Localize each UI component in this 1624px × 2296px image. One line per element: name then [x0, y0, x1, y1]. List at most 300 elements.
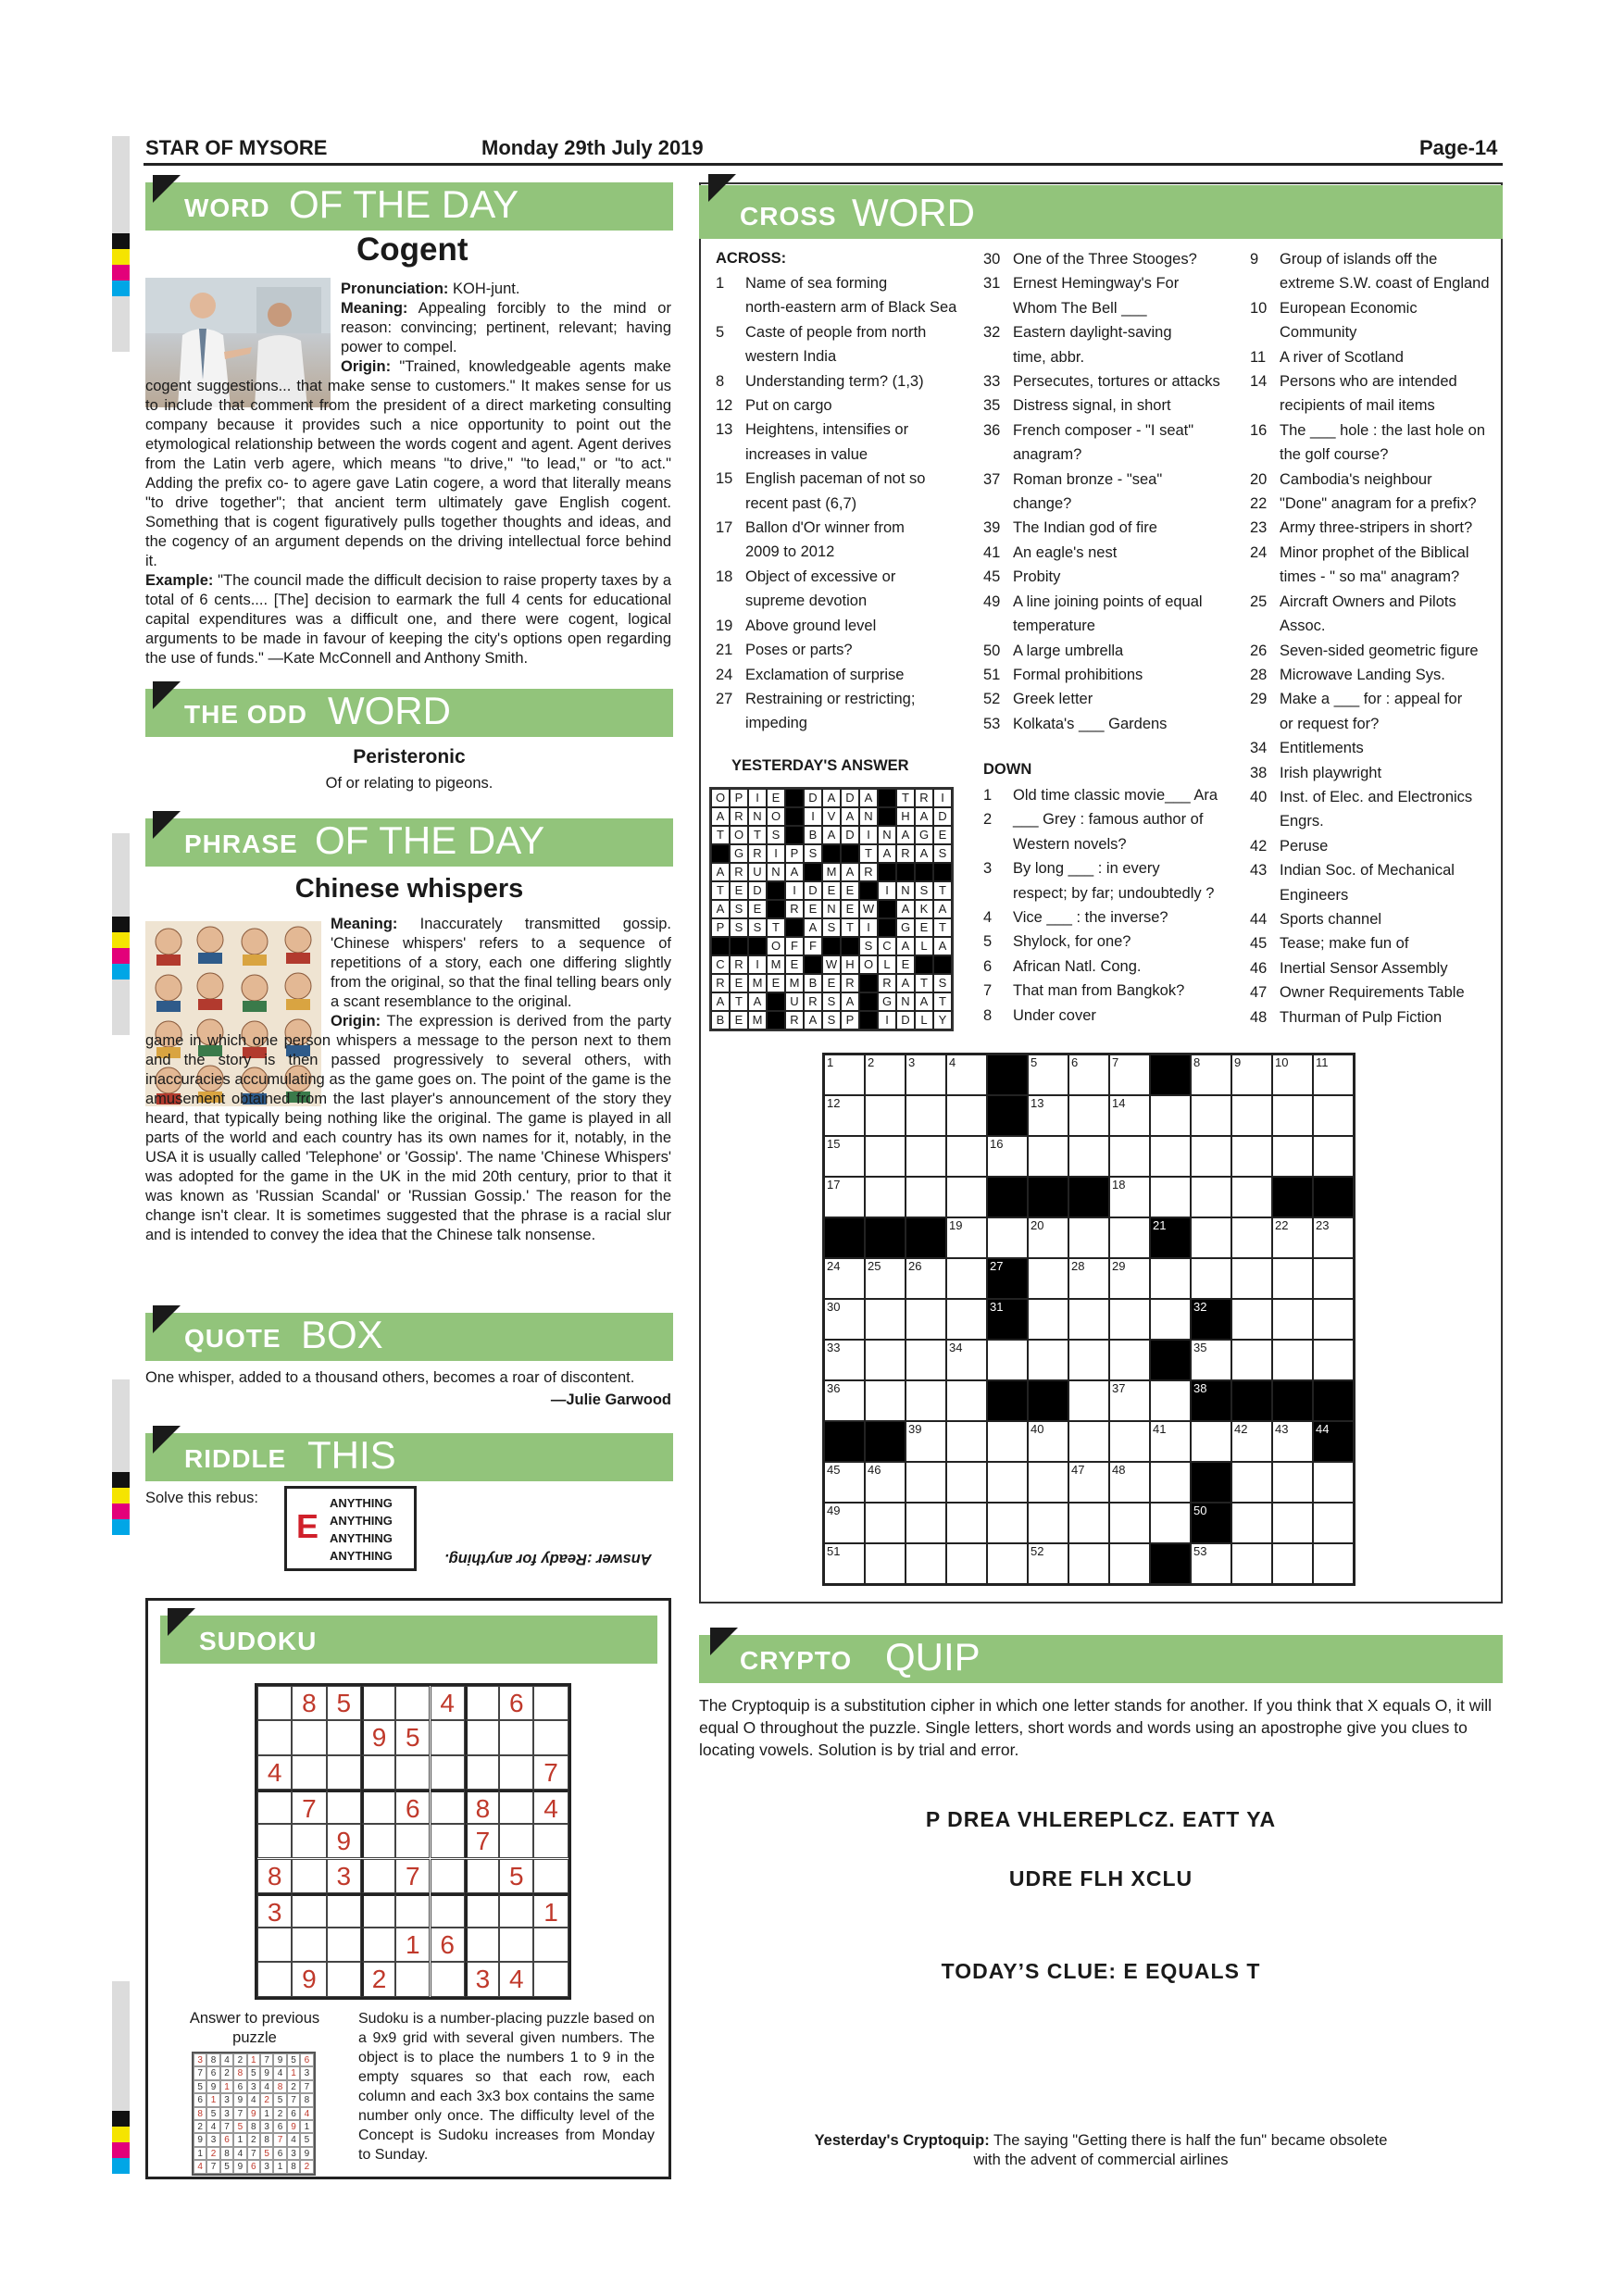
clue-number: 24 — [1250, 543, 1268, 561]
clue-line — [983, 930, 1233, 954]
sudoku-cell[interactable] — [395, 1755, 430, 1790]
sudoku-cell[interactable]: 1 — [395, 1928, 430, 1962]
sudoku-cell[interactable] — [292, 1824, 326, 1858]
yesterday-cell: P — [730, 789, 748, 807]
crossword-cell[interactable] — [946, 1421, 987, 1462]
crossword-cell[interactable] — [1068, 1217, 1109, 1258]
crossword-cell[interactable] — [987, 1503, 1028, 1543]
yesterday-cell: A — [896, 937, 915, 955]
sudoku-cell[interactable] — [465, 1720, 499, 1754]
crossword-cell[interactable] — [906, 1503, 946, 1543]
crossword-cell[interactable] — [1272, 1299, 1313, 1340]
sudoku-cell[interactable] — [395, 1686, 430, 1720]
sudoku-cell[interactable] — [431, 1859, 465, 1893]
crossword-cell[interactable] — [824, 1095, 865, 1136]
clue-text: Greek letter — [1013, 691, 1093, 708]
clue-number: 25 — [1250, 593, 1268, 610]
sudoku-cell[interactable] — [361, 1755, 395, 1790]
sudoku-cell[interactable] — [499, 1893, 533, 1928]
sudoku-cell[interactable] — [257, 1790, 292, 1824]
crossword-cell[interactable] — [946, 1340, 987, 1380]
crossword-cell[interactable] — [906, 1299, 946, 1340]
crossword-cell[interactable] — [946, 1543, 987, 1584]
sudoku-cell[interactable]: 7 — [533, 1755, 568, 1790]
crossword-cell[interactable] — [1231, 1095, 1272, 1136]
sudoku-cell[interactable] — [533, 1720, 568, 1754]
crossword-cell[interactable] — [1028, 1217, 1068, 1258]
sudoku-cell[interactable]: 4 — [499, 1962, 533, 1996]
crossword-cell[interactable] — [1272, 1217, 1313, 1258]
crossword-cell[interactable] — [1191, 1258, 1231, 1299]
clue-number: 23 — [1250, 519, 1268, 537]
crossword-cell[interactable] — [1068, 1299, 1109, 1340]
crossword-cell[interactable] — [1150, 1177, 1191, 1217]
sudoku-cell[interactable] — [499, 1720, 533, 1754]
crossword-cell[interactable] — [1313, 1054, 1354, 1095]
crossword-cell[interactable] — [1028, 1462, 1068, 1503]
crossword-cell[interactable] — [1313, 1258, 1354, 1299]
clue-number: 32 — [983, 324, 1001, 342]
prev-sudoku-cell: 2 — [287, 2080, 300, 2093]
yesterday-cell — [878, 789, 896, 807]
clue-line — [983, 639, 1233, 663]
crossword-cell[interactable] — [906, 1095, 946, 1136]
crossword-cell[interactable] — [1150, 1503, 1191, 1543]
crossword-cell[interactable] — [1109, 1217, 1150, 1258]
prev-sudoku-cell: 7 — [287, 2093, 300, 2106]
sudoku-cell[interactable] — [465, 1928, 499, 1962]
cell-number: 13 — [1031, 1096, 1044, 1110]
word-of-day-header: WORD OF THE DAY — [145, 182, 673, 231]
crossword-cell[interactable] — [865, 1340, 906, 1380]
crossword-cell[interactable] — [1313, 1340, 1354, 1380]
sudoku-cell[interactable]: 9 — [361, 1720, 395, 1754]
cell-number: 23 — [1316, 1218, 1330, 1232]
crossword-cell[interactable] — [1313, 1217, 1354, 1258]
sudoku-cell[interactable]: 5 — [499, 1859, 533, 1893]
crossword-cell[interactable] — [1109, 1054, 1150, 1095]
crossword-cell[interactable] — [1068, 1421, 1109, 1462]
across-clues-col1 — [716, 271, 966, 736]
sudoku-cell[interactable] — [431, 1720, 465, 1754]
crossword-cell[interactable] — [1191, 1340, 1231, 1380]
clue-line — [1250, 516, 1500, 540]
down-clues-col3 — [1250, 247, 1500, 1029]
crossword-cell[interactable] — [906, 1136, 946, 1177]
crossword-cell[interactable] — [1150, 1380, 1191, 1421]
clue-line — [716, 589, 966, 613]
yesterday-cell — [822, 937, 841, 955]
sudoku-cell[interactable] — [499, 1790, 533, 1824]
crossword-cell[interactable] — [1191, 1095, 1231, 1136]
sudoku-cell[interactable] — [465, 1686, 499, 1720]
crossword-cell[interactable] — [1272, 1462, 1313, 1503]
sudoku-cell[interactable]: 5 — [395, 1720, 430, 1754]
crossword-cell[interactable] — [906, 1177, 946, 1217]
crossword-cell[interactable] — [865, 1462, 906, 1503]
clue-line — [1250, 418, 1500, 443]
crossword-cell[interactable] — [1109, 1421, 1150, 1462]
yesterday-cell: N — [878, 826, 896, 844]
crossword-cell[interactable] — [1272, 1421, 1313, 1462]
clue-line — [983, 979, 1233, 1003]
yesterday-cell: L — [915, 1011, 933, 1029]
quote-header: QUOTE BOX — [145, 1313, 673, 1361]
sudoku-cell[interactable] — [327, 1893, 361, 1928]
crossword-cell[interactable] — [987, 1462, 1028, 1503]
yesterday-cell: I — [804, 807, 822, 826]
sudoku-cell[interactable] — [395, 1962, 430, 1996]
crossword-cell[interactable] — [946, 1177, 987, 1217]
crossword-cell[interactable] — [1231, 1340, 1272, 1380]
crossword-cell[interactable] — [865, 1095, 906, 1136]
sudoku-cell[interactable] — [257, 1824, 292, 1858]
yesterday-cell: W — [859, 900, 878, 918]
crossword-cell[interactable] — [1272, 1503, 1313, 1543]
yesterday-cell: T — [933, 992, 952, 1011]
sudoku-cell[interactable]: 6 — [395, 1790, 430, 1824]
sudoku-cell[interactable]: 7 — [292, 1790, 326, 1824]
crossword-cell[interactable] — [946, 1258, 987, 1299]
crossword-cell[interactable] — [1150, 1095, 1191, 1136]
crossword-cell[interactable] — [1191, 1136, 1231, 1177]
clue-number: 24 — [716, 666, 733, 683]
crossword-cell[interactable] — [1028, 1543, 1068, 1584]
prev-sudoku-cell: 3 — [260, 2160, 273, 2173]
sudoku-cell[interactable] — [533, 1824, 568, 1858]
crossword-cell[interactable] — [1109, 1136, 1150, 1177]
crossword-cell[interactable] — [865, 1543, 906, 1584]
yesterday-cell — [859, 881, 878, 900]
sudoku-cell[interactable] — [465, 1893, 499, 1928]
crossword-cell[interactable] — [1150, 1421, 1191, 1462]
sudoku-cell[interactable]: 8 — [257, 1859, 292, 1893]
sudoku-cell[interactable] — [361, 1893, 395, 1928]
sudoku-cell[interactable] — [431, 1790, 465, 1824]
sudoku-cell[interactable] — [395, 1824, 430, 1858]
crossword-cell[interactable] — [1150, 1136, 1191, 1177]
crossword-cell[interactable] — [1231, 1177, 1272, 1217]
crossword-cell[interactable] — [1231, 1217, 1272, 1258]
crossword-cell[interactable] — [824, 1054, 865, 1095]
sudoku-cell[interactable] — [431, 1824, 465, 1858]
crossword-cell[interactable] — [987, 1543, 1028, 1584]
crossword-cell[interactable] — [1272, 1340, 1313, 1380]
crossword-cell[interactable] — [1068, 1380, 1109, 1421]
yesterday-cell: M — [748, 1011, 767, 1029]
crossword-cell[interactable] — [906, 1462, 946, 1503]
sudoku-cell[interactable]: 8 — [292, 1686, 326, 1720]
sudoku-cell[interactable] — [292, 1928, 326, 1962]
sudoku-cell[interactable] — [257, 1720, 292, 1754]
cell-number: 42 — [1234, 1422, 1248, 1436]
sudoku-cell[interactable] — [465, 1859, 499, 1893]
sudoku-cell[interactable] — [395, 1893, 430, 1928]
crossword-cell[interactable] — [1313, 1462, 1354, 1503]
yesterday-cell: P — [711, 918, 730, 937]
crossword-cell[interactable] — [1231, 1543, 1272, 1584]
clue-text: A large umbrella — [1013, 642, 1124, 659]
crossword-cell[interactable] — [1109, 1380, 1150, 1421]
yesterday-cell: A — [841, 807, 859, 826]
crossword-cell[interactable] — [865, 1299, 906, 1340]
sudoku-cell[interactable] — [327, 1962, 361, 1996]
sudoku-cell[interactable] — [327, 1755, 361, 1790]
crossword-cell[interactable] — [1109, 1258, 1150, 1299]
crossword-cell[interactable] — [987, 1340, 1028, 1380]
crossword-cell[interactable] — [1313, 1299, 1354, 1340]
sudoku-cell[interactable]: 3 — [465, 1962, 499, 1996]
cell-number: 32 — [1193, 1300, 1207, 1314]
crossword-cell[interactable] — [1068, 1054, 1109, 1095]
sudoku-cell[interactable]: 5 — [327, 1686, 361, 1720]
crossword-cell[interactable] — [1028, 1054, 1068, 1095]
crossword-cell[interactable] — [1028, 1299, 1068, 1340]
crossword-cell[interactable] — [1231, 1462, 1272, 1503]
yesterday-cell: E — [730, 974, 748, 992]
cell-number: 48 — [1112, 1463, 1126, 1477]
crossword-cell[interactable] — [1231, 1421, 1272, 1462]
sudoku-cell[interactable] — [361, 1686, 395, 1720]
crossword-cell[interactable] — [1150, 1258, 1191, 1299]
sudoku-cell[interactable]: 9 — [327, 1824, 361, 1858]
cell-number: 31 — [990, 1300, 1004, 1314]
sudoku-cell[interactable]: 7 — [395, 1859, 430, 1893]
clue-line — [716, 418, 966, 442]
sudoku-cell[interactable] — [361, 1928, 395, 1962]
crossword-header: CROSS WORD — [699, 185, 1503, 239]
crossword-cell[interactable] — [987, 1136, 1028, 1177]
sudoku-cell[interactable]: 4 — [533, 1790, 568, 1824]
sudoku-cell[interactable] — [361, 1790, 395, 1824]
prev-sudoku-cell: 2 — [233, 2053, 246, 2066]
sudoku-cell[interactable] — [292, 1720, 326, 1754]
sudoku-cell[interactable]: 2 — [361, 1962, 395, 1996]
crossword-block — [1313, 1177, 1354, 1217]
yesterday-cell: T — [859, 844, 878, 863]
crossword-cell[interactable] — [1109, 1340, 1150, 1380]
crossword-cell[interactable] — [1191, 1054, 1231, 1095]
crossword-cell[interactable] — [1313, 1136, 1354, 1177]
sudoku-cell[interactable] — [292, 1859, 326, 1893]
crossword-cell[interactable] — [865, 1136, 906, 1177]
crossword-cell[interactable] — [906, 1258, 946, 1299]
crossword-block — [1272, 1380, 1313, 1421]
prev-sudoku-cell: 5 — [260, 2147, 273, 2160]
cell-number: 44 — [1316, 1422, 1330, 1436]
crossword-cell[interactable] — [1028, 1421, 1068, 1462]
sudoku-cell[interactable]: 4 — [431, 1686, 465, 1720]
sudoku-cell[interactable] — [257, 1928, 292, 1962]
crossword-cell[interactable] — [946, 1054, 987, 1095]
clue-text: Owner Requirements Table — [1280, 984, 1465, 1002]
sudoku-cell[interactable] — [533, 1928, 568, 1962]
crossword-cell[interactable] — [1313, 1543, 1354, 1584]
crossword-block — [824, 1421, 865, 1462]
crossword-cell[interactable] — [946, 1462, 987, 1503]
sudoku-cell[interactable]: 7 — [465, 1824, 499, 1858]
prev-sudoku-cell: 6 — [194, 2093, 206, 2106]
clue-text: Minor prophet of the Biblical — [1280, 543, 1469, 561]
crossword-cell[interactable] — [1068, 1462, 1109, 1503]
crossword-cell[interactable] — [824, 1503, 865, 1543]
crossword-cell[interactable] — [1109, 1462, 1150, 1503]
crossword-cell[interactable] — [1028, 1503, 1068, 1543]
clue-number: 4 — [983, 909, 993, 927]
cell-number: 45 — [827, 1463, 841, 1477]
cell-number: 33 — [827, 1341, 841, 1354]
clue-line — [1250, 785, 1500, 809]
crossword-cell[interactable] — [946, 1095, 987, 1136]
crossword-cell[interactable] — [865, 1177, 906, 1217]
sudoku-cell[interactable] — [499, 1755, 533, 1790]
clue-text: supreme devotion — [745, 593, 868, 610]
crossword-cell[interactable] — [1150, 1462, 1191, 1503]
clue-number: 21 — [716, 642, 733, 659]
crossword-cell[interactable] — [1068, 1543, 1109, 1584]
sudoku-cell[interactable] — [499, 1824, 533, 1858]
crossword-cell[interactable] — [824, 1340, 865, 1380]
prev-sudoku-cell: 4 — [273, 2066, 286, 2079]
crossword-cell[interactable] — [1028, 1136, 1068, 1177]
crossword-cell[interactable] — [1272, 1258, 1313, 1299]
clue-text: Group of islands off the — [1280, 251, 1438, 268]
crossword-cell[interactable] — [1191, 1177, 1231, 1217]
clue-text: Whom The Bell ___ — [1013, 299, 1147, 317]
crossword-cell[interactable] — [1028, 1258, 1068, 1299]
crossword-cell[interactable] — [1068, 1503, 1109, 1543]
clue-line — [716, 540, 966, 564]
crossword-cell[interactable] — [865, 1054, 906, 1095]
sudoku-cell[interactable] — [533, 1686, 568, 1720]
prev-sudoku-cell: 6 — [233, 2080, 246, 2093]
yesterday-cell: S — [804, 844, 822, 863]
crossword-cell[interactable] — [1272, 1136, 1313, 1177]
prev-sudoku-cell: 3 — [300, 2066, 313, 2079]
crossword-cell[interactable] — [946, 1217, 987, 1258]
sudoku-cell[interactable] — [499, 1928, 533, 1962]
crossword-cell[interactable] — [865, 1258, 906, 1299]
sudoku-cell[interactable]: 6 — [431, 1928, 465, 1962]
crossword-cell[interactable] — [1109, 1503, 1150, 1543]
sudoku-cell[interactable] — [465, 1755, 499, 1790]
crossword-cell[interactable] — [1068, 1095, 1109, 1136]
crossword-cell[interactable] — [1109, 1095, 1150, 1136]
sudoku-cell[interactable] — [533, 1962, 568, 1996]
sudoku-cell[interactable] — [431, 1755, 465, 1790]
sudoku-grid — [255, 1683, 571, 2000]
crossword-cell[interactable] — [1068, 1258, 1109, 1299]
crossword-cell[interactable] — [824, 1136, 865, 1177]
crossword-cell[interactable] — [1191, 1543, 1231, 1584]
crossword-cell[interactable] — [946, 1503, 987, 1543]
crossword-cell[interactable] — [1191, 1421, 1231, 1462]
sudoku-cell[interactable] — [327, 1790, 361, 1824]
sudoku-cell[interactable]: 1 — [533, 1893, 568, 1928]
crossword-cell[interactable] — [1272, 1543, 1313, 1584]
crossword-cell[interactable] — [906, 1543, 946, 1584]
crossword-cell[interactable] — [824, 1543, 865, 1584]
crossword-cell[interactable] — [824, 1177, 865, 1217]
sudoku-cell[interactable] — [327, 1720, 361, 1754]
crossword-cell[interactable] — [824, 1462, 865, 1503]
crossword-cell[interactable] — [1231, 1299, 1272, 1340]
yesterday-cell: I — [859, 918, 878, 937]
sudoku-cell[interactable] — [292, 1755, 326, 1790]
crossword-cell[interactable] — [906, 1380, 946, 1421]
crossword-cell[interactable] — [987, 1217, 1028, 1258]
quote-author: —Julie Garwood — [550, 1391, 671, 1408]
sudoku-cell[interactable] — [257, 1962, 292, 1996]
sudoku-cell[interactable] — [361, 1824, 395, 1858]
crossword-cell[interactable] — [1313, 1095, 1354, 1136]
sudoku-cell[interactable] — [533, 1859, 568, 1893]
crossword-cell[interactable] — [1068, 1340, 1109, 1380]
sudoku-cell[interactable] — [327, 1928, 361, 1962]
crossword-cell[interactable] — [1272, 1095, 1313, 1136]
yesterday-cell — [859, 1011, 878, 1029]
crossword-cell[interactable] — [1313, 1503, 1354, 1543]
crossword-cell[interactable] — [946, 1136, 987, 1177]
crossword-cell[interactable] — [1231, 1136, 1272, 1177]
sudoku-cell[interactable] — [361, 1859, 395, 1893]
sudoku-cell[interactable]: 3 — [327, 1859, 361, 1893]
crossword-cell[interactable] — [1028, 1340, 1068, 1380]
crossword-cell[interactable] — [1231, 1258, 1272, 1299]
sudoku-cell[interactable]: 8 — [465, 1790, 499, 1824]
word-example: Example: "The council made the difficult decision to raise property taxes by a total of 6 cents.... [The] decision to earmark the full 4 cents for educational capital expenditures was a difficult one, and there were cogent, logical arguments to be made in favour of keeping the city's options open regarding the use of funds." —Kate McConnell and Anthony Smith. — [145, 572, 671, 667]
clue-text: A river of Scotland — [1280, 348, 1404, 366]
sudoku-cell[interactable] — [431, 1962, 465, 1996]
crossword-cell[interactable] — [987, 1421, 1028, 1462]
crossword-cell[interactable] — [1109, 1177, 1150, 1217]
sudoku-cell[interactable]: 4 — [257, 1755, 292, 1790]
crossword-cell[interactable] — [946, 1380, 987, 1421]
clue-text: the golf course? — [1280, 446, 1389, 464]
crossword-cell[interactable] — [824, 1380, 865, 1421]
crossword-cell[interactable] — [1191, 1217, 1231, 1258]
sudoku-cell[interactable] — [257, 1686, 292, 1720]
crossword-cell[interactable] — [1028, 1095, 1068, 1136]
crossword-cell[interactable] — [906, 1421, 946, 1462]
crossword-cell[interactable] — [946, 1299, 987, 1340]
crossword-cell[interactable] — [906, 1054, 946, 1095]
prev-sudoku-cell: 5 — [206, 2107, 219, 2120]
crossword-cell[interactable] — [865, 1503, 906, 1543]
sudoku-cell[interactable]: 3 — [257, 1893, 292, 1928]
sudoku-cell[interactable]: 9 — [292, 1962, 326, 1996]
prev-sudoku-cell: 1 — [300, 2120, 313, 2133]
crossword-cell[interactable] — [824, 1299, 865, 1340]
clue-number: 15 — [716, 470, 733, 488]
sudoku-cell[interactable] — [292, 1893, 326, 1928]
crossword-cell[interactable] — [1150, 1299, 1191, 1340]
crossword-cell[interactable] — [1231, 1054, 1272, 1095]
clue-number: 48 — [1250, 1008, 1268, 1026]
crossword-cell[interactable] — [1272, 1054, 1313, 1095]
sudoku-cell[interactable] — [431, 1893, 465, 1928]
crossword-cell[interactable] — [865, 1380, 906, 1421]
crossword-cell[interactable] — [1109, 1299, 1150, 1340]
crossword-cell[interactable] — [1109, 1543, 1150, 1584]
crossword-cell[interactable] — [824, 1258, 865, 1299]
crossword-cell[interactable] — [1068, 1136, 1109, 1177]
crossword-block — [987, 1095, 1028, 1136]
crossword-cell[interactable] — [1231, 1503, 1272, 1543]
sudoku-cell[interactable]: 6 — [499, 1686, 533, 1720]
clue-line — [1250, 687, 1500, 711]
crossword-cell[interactable] — [906, 1340, 946, 1380]
